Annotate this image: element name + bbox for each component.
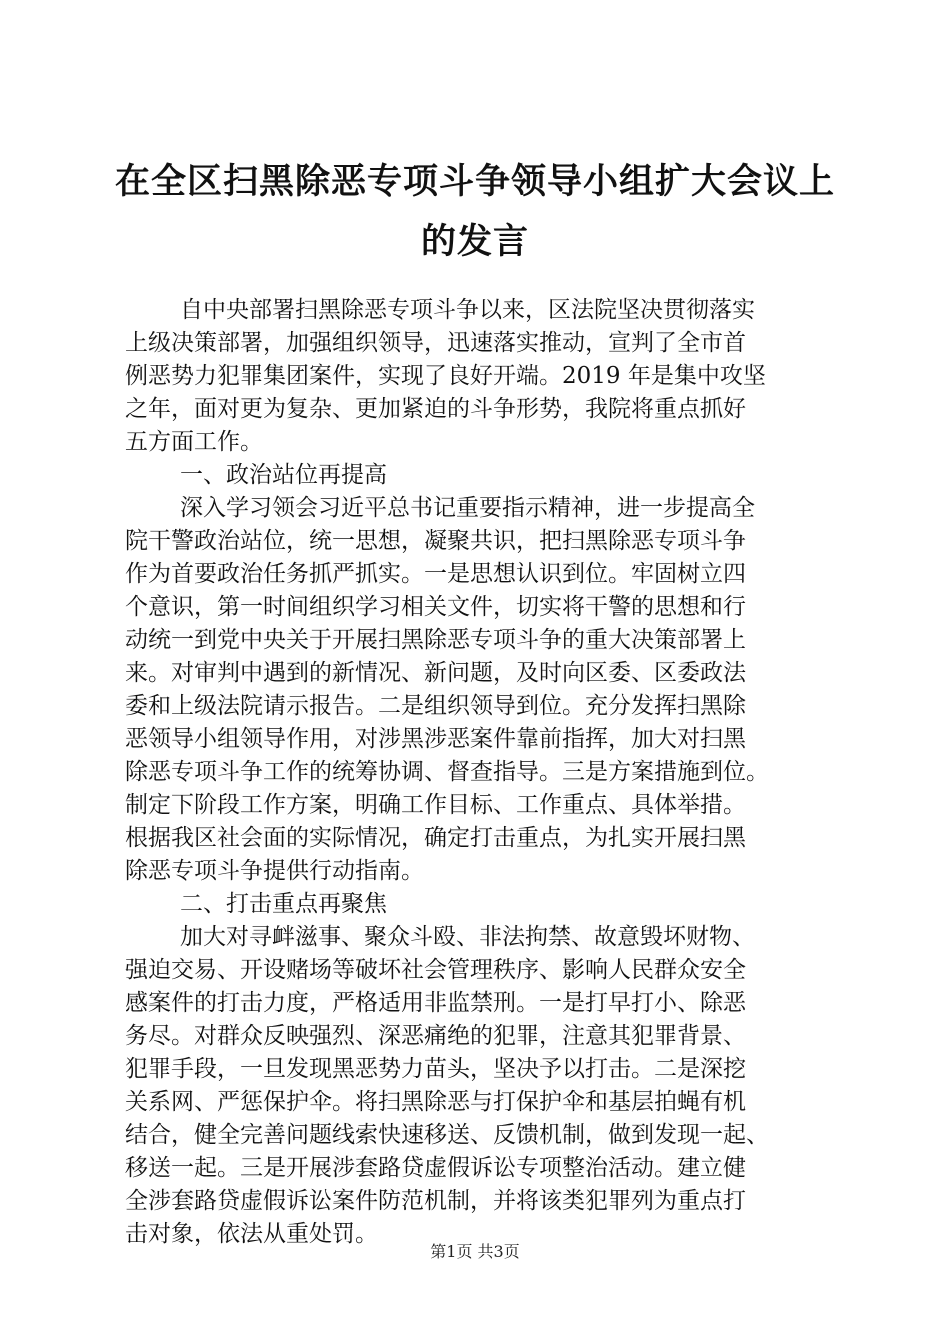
body-line: 犯罪手段，一旦发现黑恶势力苗头，坚决予以打击。二是深挖 [125, 1056, 746, 1082]
body-line: 加大对寻衅滋事、聚众斗殴、非法拘禁、故意毁坏财物、 [180, 924, 755, 950]
body-line: 作为首要政治任务抓严抓实。一是思想认识到位。牢固树立四 [125, 561, 746, 587]
document-title [110, 152, 840, 272]
body-line: 来。对审判中遇到的新情况、新问题，及时向区委、区委政法 [125, 660, 746, 686]
body-line: 自中央部署扫黑除恶专项斗争以来，区法院坚决贯彻落实 [180, 297, 755, 323]
body-line: 关系网、严惩保护伞。将扫黑除恶与打保护伞和基层拍蝇有机 [125, 1089, 746, 1115]
page-footer: 第1页 共3页 [430, 1242, 520, 1261]
body-line: 击对象，依法从重处罚。 [125, 1221, 378, 1247]
body-line: 例恶势力犯罪集团案件，实现了良好开端。2019 年是集中攻坚 [125, 363, 766, 389]
body-line: 全涉套路贷虚假诉讼案件防范机制，并将该类犯罪列为重点打 [125, 1188, 746, 1214]
document-body [125, 294, 835, 1251]
body-line: 院干警政治站位，统一思想，凝聚共识，把扫黑除恶专项斗争 [125, 528, 746, 554]
section-heading: 二、打击重点再聚焦 [180, 891, 387, 917]
body-line: 根据我区社会面的实际情况，确定打击重点，为扎实开展扫黑 [125, 825, 746, 851]
section-heading: 一、政治站位再提高 [180, 462, 387, 488]
body-line: 恶领导小组领导作用，对涉黑涉恶案件靠前指挥，加大对扫黑 [125, 726, 746, 752]
body-line: 深入学习领会习近平总书记重要指示精神，进一步提高全 [180, 495, 755, 521]
title-line: 在全区扫黑除恶专项斗争领导小组扩大会议上 [114, 161, 835, 202]
body-line: 务尽。对群众反映强烈、深恶痛绝的犯罪，注意其犯罪背景、 [125, 1023, 746, 1049]
body-line: 个意识，第一时间组织学习相关文件，切实将干警的思想和行 [125, 594, 746, 620]
body-line: 五方面工作。 [125, 429, 263, 455]
body-line: 上级决策部署，加强组织领导，迅速落实推动，宣判了全市首 [125, 330, 746, 356]
body-line: 感案件的打击力度，严格适用非监禁刑。一是打早打小、除恶 [125, 990, 746, 1016]
title-line: 的发言 [420, 221, 529, 262]
body-line: 结合，健全完善问题线索快速移送、反馈机制，做到发现一起、 [125, 1122, 769, 1148]
body-line: 制定下阶段工作方案，明确工作目标、工作重点、具体举措。 [125, 792, 746, 818]
body-line: 委和上级法院请示报告。二是组织领导到位。充分发挥扫黑除 [125, 693, 746, 719]
body-line: 除恶专项斗争工作的统筹协调、督查指导。三是方案措施到位。 [125, 759, 769, 785]
body-line: 之年，面对更为复杂、更加紧迫的斗争形势，我院将重点抓好 [125, 396, 746, 422]
body-line: 除恶专项斗争提供行动指南。 [125, 858, 424, 884]
body-line: 强迫交易、开设赌场等破坏社会管理秩序、影响人民群众安全 [125, 957, 746, 983]
body-line: 移送一起。三是开展涉套路贷虚假诉讼专项整治活动。建立健 [125, 1155, 746, 1181]
body-line: 动统一到党中央关于开展扫黑除恶专项斗争的重大决策部署上 [125, 627, 746, 653]
